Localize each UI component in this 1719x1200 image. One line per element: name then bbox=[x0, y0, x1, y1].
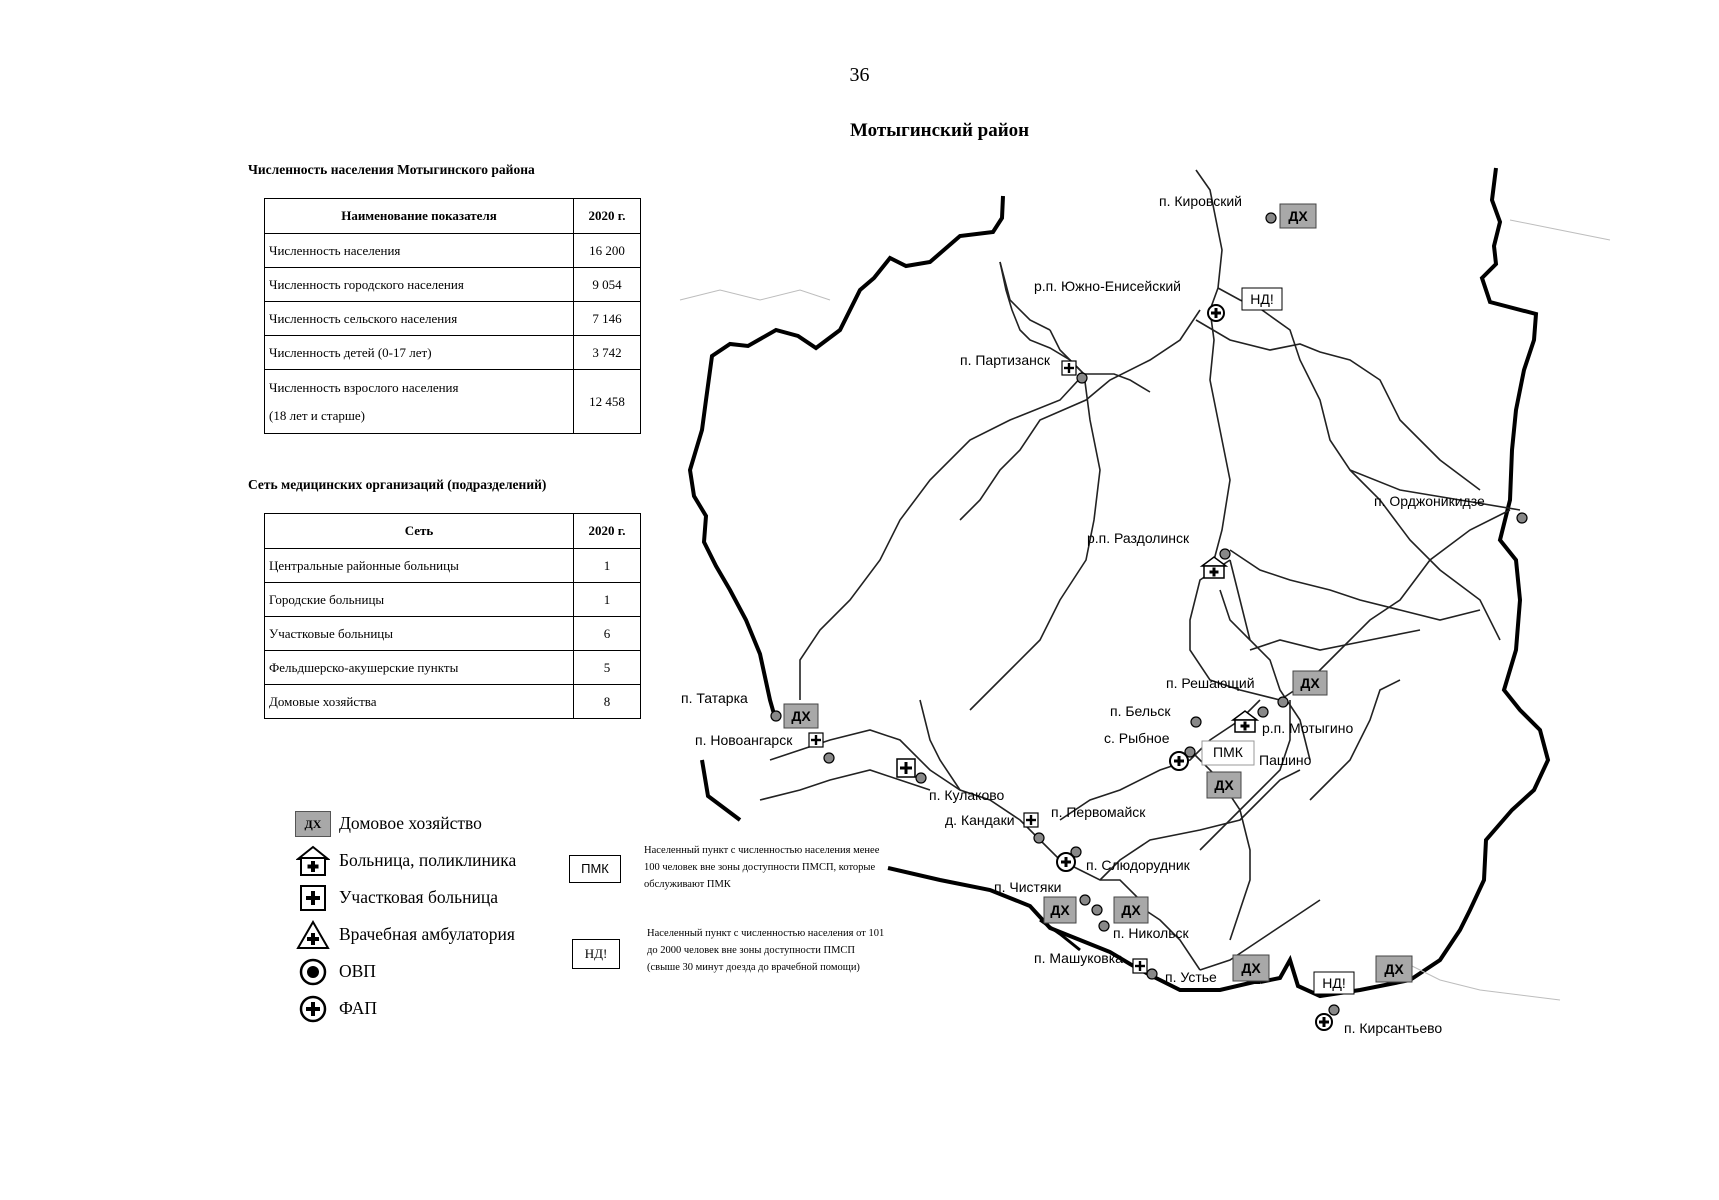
page-number: 36 bbox=[849, 64, 870, 86]
row-value: 8 bbox=[574, 685, 641, 719]
household-box-icon: ДХ bbox=[295, 811, 331, 837]
household-box-icon bbox=[784, 704, 818, 728]
row-value: 1 bbox=[574, 583, 641, 617]
row-value: 6 bbox=[574, 617, 641, 651]
svg-text:ПМК: ПМК bbox=[1213, 744, 1243, 760]
legend-label: Больница, поликлиника bbox=[339, 850, 517, 870]
row-value: 3 742 bbox=[574, 336, 641, 370]
place-label: п. Кировский bbox=[1159, 193, 1242, 209]
row-label: Численность детей (0-17 лет) bbox=[265, 336, 574, 370]
place-label: р.п. Южно-Енисейский bbox=[1034, 278, 1181, 294]
pmk-box-icon bbox=[1202, 741, 1254, 765]
place-label: п. Никольск bbox=[1113, 925, 1189, 941]
household-box-icon bbox=[1207, 772, 1241, 798]
row-label: Участковые больницы bbox=[265, 617, 574, 651]
legend-label: Участковая больница bbox=[339, 887, 498, 907]
place-labels bbox=[681, 193, 1485, 1036]
place-label: п. Партизанск bbox=[960, 352, 1050, 368]
row-label: Численность населения bbox=[265, 234, 574, 268]
place-label: п. Кирсантьево bbox=[1344, 1020, 1443, 1036]
svg-text:НД!: НД! bbox=[1322, 975, 1346, 991]
map-title: Мотыгинский район bbox=[850, 120, 1030, 141]
pmk-note-text: Населенный пункт с численностью населения менее 100 человек вне зоны доступности ПМСП, которые обслуживают ПМК bbox=[644, 845, 880, 890]
place-label: п. Первомайск bbox=[1051, 804, 1146, 820]
legend-label: Врачебная амбулатория bbox=[339, 924, 515, 944]
household-box-icon bbox=[1280, 204, 1316, 228]
population-table-title: Численность населения Мотыгинского района bbox=[248, 162, 535, 177]
place-label: р.п. Раздолинск bbox=[1087, 530, 1190, 546]
household-box-icon bbox=[1114, 897, 1148, 923]
network-table-title: Сеть медицинских организаций (подразделений) bbox=[248, 477, 547, 492]
place-label: п. Новоангарск bbox=[695, 732, 793, 748]
place-label: п. Бельск bbox=[1110, 703, 1171, 719]
legend-label: Домовое хозяйство bbox=[339, 813, 482, 833]
row-label: Домовые хозяйства bbox=[265, 685, 574, 719]
row-label: Центральные районные больницы bbox=[265, 549, 574, 583]
row-label: Городские больницы bbox=[265, 583, 574, 617]
legend-label: ОВП bbox=[339, 961, 376, 981]
place-label: Пашино bbox=[1259, 752, 1312, 768]
svg-text:ДХ: ДХ bbox=[791, 708, 811, 724]
place-label: п. Татарка bbox=[681, 690, 748, 706]
row-label: Численность сельского населения bbox=[265, 302, 574, 336]
household-box-icon bbox=[1376, 956, 1412, 982]
population-header-indicator: Наименование показателя bbox=[265, 199, 574, 234]
place-label: п. Машуковка bbox=[1034, 950, 1123, 966]
household-box-icon bbox=[1233, 955, 1269, 981]
nd-box-icon bbox=[1242, 288, 1282, 310]
row-value: 7 146 bbox=[574, 302, 641, 336]
row-label-line2: (18 лет и старше) bbox=[269, 407, 365, 423]
place-label: с. Рыбное bbox=[1104, 730, 1170, 746]
place-label: д. Кандаки bbox=[945, 812, 1015, 828]
row-value: 12 458 bbox=[574, 370, 641, 434]
district-boundary-east bbox=[1260, 168, 1548, 996]
place-label: п. Кулаково bbox=[929, 787, 1005, 803]
pmk-note-box: ПМК bbox=[569, 855, 621, 883]
svg-text:НД!: НД! bbox=[1250, 291, 1274, 307]
place-label: р.п. Мотыгино bbox=[1262, 720, 1354, 736]
place-label: п. Чистяки bbox=[994, 879, 1062, 895]
row-value: 5 bbox=[574, 651, 641, 685]
row-label: Численность городского населения bbox=[265, 268, 574, 302]
svg-text:ДХ: ДХ bbox=[1300, 675, 1320, 691]
place-label: п. Слюдорудник bbox=[1086, 857, 1190, 873]
svg-text:ДХ: ДХ bbox=[1288, 208, 1308, 224]
fap-markers bbox=[1057, 305, 1332, 1030]
household-box-icon bbox=[1044, 897, 1076, 923]
place-label: п. Решающий bbox=[1166, 675, 1255, 691]
svg-text:ДХ: ДХ bbox=[1050, 902, 1070, 918]
svg-text:ДХ: ДХ bbox=[1214, 777, 1234, 793]
population-header-year: 2020 г. bbox=[574, 199, 641, 234]
svg-text:ДХ: ДХ bbox=[1384, 961, 1404, 977]
nd-note-text: Населенный пункт с численностью населения от 101 до 2000 человек вне зоны доступности ПМСП (свыше 30 минут доезда до врачебной помощи) bbox=[647, 928, 885, 973]
row-value: 9 054 bbox=[574, 268, 641, 302]
svg-text:ДХ: ДХ bbox=[1241, 960, 1261, 976]
nd-box-icon bbox=[1314, 972, 1354, 994]
row-value: 1 bbox=[574, 549, 641, 583]
row-label-line1: Численность взрослого населения bbox=[269, 379, 459, 395]
row-label: Фельдшерско-акушерские пункты bbox=[265, 651, 574, 685]
place-label: п. Устье bbox=[1165, 969, 1217, 985]
place-label: п. Орджоникидзе bbox=[1374, 493, 1485, 509]
household-box-icon bbox=[1293, 671, 1327, 695]
row-value: 16 200 bbox=[574, 234, 641, 268]
rivers bbox=[680, 220, 1610, 1000]
legend-label: ФАП bbox=[339, 998, 377, 1018]
nd-note-box: НД! bbox=[572, 939, 620, 969]
network-header-type: Сеть bbox=[265, 514, 574, 549]
svg-text:ДХ: ДХ bbox=[1121, 902, 1141, 918]
network-header-year: 2020 г. bbox=[574, 514, 641, 549]
